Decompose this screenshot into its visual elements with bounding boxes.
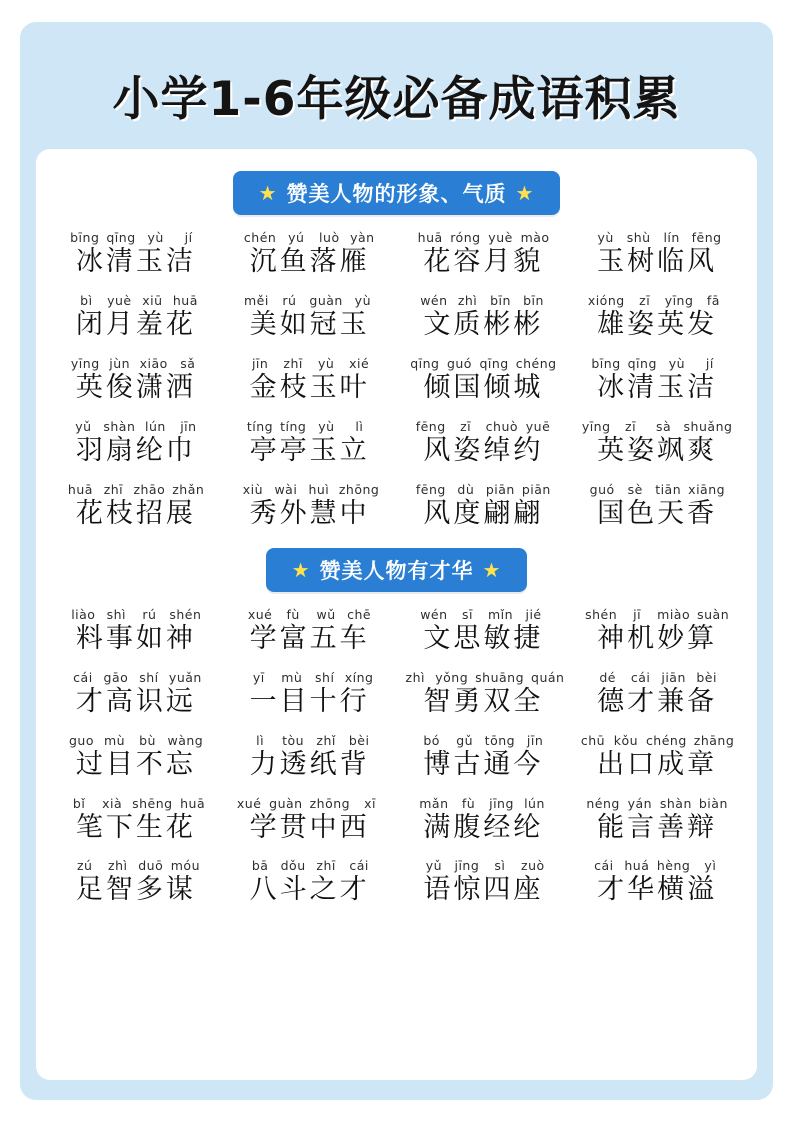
pinyin-syllable: guàn	[309, 292, 343, 308]
pinyin-syllable: tíng	[280, 418, 307, 434]
pinyin-syllable: jīng	[489, 795, 514, 811]
idiom-cell	[50, 853, 222, 912]
content-card	[36, 149, 757, 1080]
pinyin-syllable: jīn	[251, 355, 269, 371]
pinyin-syllable: gāo	[103, 669, 129, 685]
idiom-text: 风度翩翩	[423, 497, 544, 529]
pinyin-syllable: jīn	[526, 732, 544, 748]
pinyin-syllable: chuò	[485, 418, 519, 434]
pinyin-row	[226, 230, 394, 245]
section-spacer	[50, 536, 743, 542]
idiom-text: 英俊潇洒	[75, 371, 196, 403]
pinyin-syllable: tòu	[282, 732, 305, 748]
pinyin-syllable: bīn	[523, 292, 544, 308]
pinyin-row	[226, 419, 394, 434]
pinyin-syllable: yuè	[107, 292, 132, 308]
pinyin-syllable: yù	[318, 418, 335, 434]
pinyin-row	[400, 293, 568, 308]
pinyin-syllable: huā	[417, 230, 443, 245]
pinyin-row	[52, 293, 220, 308]
pinyin-syllable: chē	[347, 606, 372, 622]
idiom-cell	[224, 853, 396, 912]
star-icon: ★	[258, 181, 278, 205]
pinyin-syllable: jī	[633, 606, 642, 622]
pinyin-syllable: zhì	[108, 858, 128, 874]
idiom-cell	[398, 602, 570, 661]
pinyin-syllable: lì	[355, 418, 364, 434]
idiom-cell	[224, 225, 396, 284]
pinyin-row	[400, 858, 568, 873]
pinyin-syllable: xué	[247, 606, 273, 622]
idiom-text: 过目不忘	[75, 748, 196, 780]
pinyin-syllable: cái	[349, 858, 369, 874]
pinyin-syllable: sǎ	[180, 355, 196, 371]
idiom-text: 美如冠玉	[249, 308, 370, 340]
pinyin-syllable: yīng	[581, 418, 611, 434]
pinyin-syllable: zī	[625, 418, 637, 434]
pinyin-syllable: yuē	[525, 418, 551, 434]
idiom-text: 倾国倾城	[423, 371, 544, 403]
idiom-text: 出口成章	[597, 748, 718, 780]
pinyin-syllable: jùn	[109, 355, 131, 371]
pinyin-syllable: mào	[520, 230, 550, 245]
idiom-text: 亭亭玉立	[249, 434, 370, 466]
pinyin-syllable: yīng	[664, 292, 694, 308]
pinyin-row	[226, 670, 394, 685]
pinyin-syllable: suàn	[697, 606, 730, 622]
idiom-text: 八斗之才	[249, 874, 370, 906]
pinyin-syllable: dé	[599, 669, 616, 685]
idiom-text: 才高识远	[75, 685, 196, 717]
idiom-text: 足智多谋	[75, 874, 196, 906]
idiom-text: 神机妙算	[597, 622, 718, 654]
idiom-text: 智勇双全	[423, 685, 544, 717]
pinyin-syllable: bèi	[696, 669, 717, 685]
pinyin-syllable: lín	[663, 230, 680, 245]
idiom-cell	[398, 728, 570, 787]
pinyin-row	[573, 733, 741, 748]
pinyin-syllable: róng	[450, 230, 481, 245]
pinyin-syllable: wén	[420, 606, 448, 622]
pinyin-syllable: zhāo	[133, 481, 166, 497]
poster-sheet	[20, 22, 773, 1100]
pinyin-syllable: quán	[531, 669, 565, 685]
pinyin-row	[52, 419, 220, 434]
pinyin-syllable: jié	[525, 606, 542, 622]
star-icon: ★	[515, 181, 535, 205]
idiom-cell	[50, 791, 222, 850]
idiom-cell	[398, 288, 570, 347]
pinyin-syllable: shēng	[132, 795, 173, 811]
pinyin-syllable: yī	[252, 669, 265, 685]
pinyin-row	[573, 796, 741, 811]
idiom-cell	[571, 853, 743, 912]
pinyin-row	[573, 356, 741, 371]
pinyin-row	[400, 230, 568, 245]
pinyin-syllable: fēng	[415, 481, 446, 497]
pinyin-syllable: zhǐ	[316, 732, 336, 748]
idiom-cell	[224, 602, 396, 661]
pinyin-syllable: yù	[147, 230, 164, 245]
pinyin-syllable: gǔ	[456, 732, 474, 748]
pinyin-row	[52, 733, 220, 748]
pinyin-syllable: lún	[524, 795, 545, 811]
pinyin-syllable: tōng	[484, 732, 516, 748]
idiom-text: 花枝招展	[75, 497, 196, 529]
pinyin-syllable: zī	[460, 418, 472, 434]
idiom-text: 国色天香	[597, 497, 718, 529]
idiom-cell	[398, 225, 570, 284]
pinyin-row	[573, 670, 741, 685]
pinyin-syllable: zhāng	[693, 732, 735, 748]
pinyin-syllable: dù	[457, 481, 475, 497]
pinyin-syllable: zhǎn	[172, 481, 205, 497]
idiom-text: 学贯中西	[249, 811, 370, 843]
pinyin-syllable: mǐn	[488, 606, 514, 622]
idiom-cell	[50, 602, 222, 661]
pinyin-syllable: xíng	[344, 669, 374, 685]
pinyin-row	[400, 482, 568, 497]
pinyin-syllable: tiān	[655, 481, 682, 497]
pinyin-syllable: huā	[172, 292, 198, 308]
pinyin-syllable: luò	[319, 230, 340, 245]
idiom-cell	[50, 288, 222, 347]
pinyin-row	[400, 796, 568, 811]
idiom-cell	[571, 288, 743, 347]
idiom-cell	[398, 853, 570, 912]
pinyin-row	[226, 607, 394, 622]
section-header-2	[50, 548, 743, 592]
pinyin-syllable: cái	[630, 669, 651, 685]
section-title-pill-1	[233, 171, 561, 215]
section-title-pill-2	[266, 548, 528, 592]
pinyin-syllable: hèng	[656, 858, 691, 874]
pinyin-syllable: chén	[243, 230, 277, 245]
pinyin-syllable: shàn	[659, 795, 692, 811]
pinyin-syllable: qīng	[627, 355, 657, 371]
pinyin-syllable: qīng	[106, 230, 136, 245]
pinyin-row	[226, 293, 394, 308]
idiom-cell	[50, 225, 222, 284]
idiom-cell	[224, 791, 396, 850]
pinyin-syllable: xiū	[142, 292, 163, 308]
pinyin-syllable: yǔ	[425, 858, 443, 874]
idiom-text: 一目十行	[249, 685, 370, 717]
pinyin-syllable: xiāo	[139, 355, 168, 371]
pinyin-syllable: piān	[485, 481, 515, 497]
pinyin-syllable: huā	[180, 795, 206, 811]
pinyin-syllable: tíng	[246, 418, 274, 434]
pinyin-syllable: biàn	[698, 795, 728, 811]
star-icon: ★	[291, 557, 311, 582]
idiom-cell	[398, 414, 570, 473]
pinyin-syllable: zú	[77, 858, 93, 874]
pinyin-syllable: néng	[586, 795, 620, 811]
section-label: 赞美人物的形象、气质	[286, 182, 507, 206]
pinyin-syllable: lì	[256, 732, 265, 748]
pinyin-syllable: rú	[142, 606, 157, 622]
idiom-cell	[50, 414, 222, 473]
pinyin-syllable: wǔ	[316, 606, 336, 622]
pinyin-syllable: bā	[251, 858, 269, 874]
pinyin-syllable: shuāng	[475, 669, 525, 685]
pinyin-row	[52, 356, 220, 371]
pinyin-syllable: fā	[706, 292, 720, 308]
pinyin-syllable: zhì	[457, 292, 478, 308]
idiom-cell	[398, 477, 570, 536]
idiom-text: 语惊四座	[423, 874, 544, 906]
pinyin-syllable: bīng	[591, 355, 621, 371]
pinyin-syllable: jīng	[454, 858, 480, 874]
pinyin-syllable: cái	[73, 669, 93, 685]
idiom-text: 满腹经纶	[423, 811, 544, 843]
pinyin-syllable: guó	[446, 355, 472, 371]
pinyin-syllable: sī	[462, 606, 474, 622]
pinyin-syllable: yuǎn	[168, 669, 202, 685]
idiom-cell	[398, 351, 570, 410]
pinyin-syllable: xióng	[587, 292, 625, 308]
pinyin-syllable: kǒu	[613, 732, 639, 748]
pinyin-syllable: yǔ	[75, 418, 92, 434]
pinyin-row	[573, 607, 741, 622]
pinyin-syllable: zhì	[405, 669, 425, 685]
pinyin-syllable: sà	[655, 418, 672, 434]
pinyin-syllable: mǎn	[419, 795, 449, 811]
idiom-text: 冰清玉洁	[75, 246, 196, 277]
idiom-text: 风姿绰约	[423, 434, 544, 466]
pinyin-row	[573, 858, 741, 873]
pinyin-row	[573, 230, 741, 245]
pinyin-syllable: mù	[103, 732, 126, 748]
idiom-text: 玉树临风	[597, 246, 718, 277]
pinyin-syllable: cái	[594, 858, 614, 874]
pinyin-row	[52, 230, 220, 245]
pinyin-row	[400, 419, 568, 434]
idiom-text: 羽扇纶巾	[75, 434, 196, 466]
pinyin-syllable: chū	[580, 732, 606, 748]
pinyin-syllable: bì	[80, 292, 93, 308]
idiom-text: 冰清玉洁	[597, 371, 718, 403]
pinyin-syllable: guo	[68, 732, 94, 748]
idiom-cell	[224, 351, 396, 410]
pinyin-row	[52, 858, 220, 873]
pinyin-row	[226, 733, 394, 748]
pinyin-syllable: mù	[281, 669, 303, 685]
idiom-text: 闭月羞花	[75, 308, 196, 340]
pinyin-syllable: yì	[704, 858, 717, 874]
idiom-text: 力透纸背	[249, 748, 370, 780]
pinyin-syllable: yù	[317, 355, 335, 371]
pinyin-syllable: yán	[627, 795, 653, 811]
idiom-cell	[50, 477, 222, 536]
pinyin-syllable: xiù	[242, 481, 264, 497]
pinyin-syllable: jí	[705, 355, 714, 371]
idiom-text: 文质彬彬	[423, 308, 544, 340]
idiom-text: 英姿飒爽	[597, 434, 718, 466]
pinyin-syllable: zhī	[316, 858, 336, 874]
idiom-cell	[571, 351, 743, 410]
pinyin-row	[52, 482, 220, 497]
pinyin-syllable: bǐ	[72, 795, 86, 811]
idiom-text: 德才兼备	[597, 685, 718, 717]
pinyin-syllable: sè	[627, 481, 643, 497]
pinyin-syllable: piān	[521, 481, 551, 497]
pinyin-syllable: móu	[170, 858, 200, 874]
pinyin-syllable: yù	[668, 355, 686, 371]
pinyin-row	[52, 670, 220, 685]
pinyin-syllable: jīn	[180, 418, 197, 434]
idiom-cell	[224, 288, 396, 347]
pinyin-syllable: shì	[106, 606, 127, 622]
idiom-text: 才华横溢	[597, 874, 718, 906]
idiom-text: 秀外慧中	[249, 497, 370, 529]
pinyin-syllable: xiāng	[688, 481, 726, 497]
idiom-cell	[571, 791, 743, 850]
pinyin-syllable: xué	[236, 795, 262, 811]
pinyin-syllable: wén	[420, 292, 448, 308]
pinyin-syllable: wài	[274, 481, 298, 497]
idiom-grid-2	[50, 602, 743, 913]
idiom-cell	[50, 665, 222, 724]
star-icon: ★	[482, 557, 502, 582]
pinyin-syllable: bó	[423, 732, 440, 748]
pinyin-row	[400, 670, 568, 685]
pinyin-syllable: shén	[585, 606, 618, 622]
idiom-cell	[398, 665, 570, 724]
idiom-cell	[50, 728, 222, 787]
pinyin-syllable: jiān	[661, 669, 686, 685]
idiom-cell	[571, 665, 743, 724]
pinyin-syllable: zuò	[521, 858, 545, 874]
pinyin-syllable: yù	[597, 230, 614, 245]
pinyin-syllable: měi	[243, 292, 269, 308]
pinyin-syllable: shuǎng	[683, 418, 733, 434]
idiom-cell	[571, 225, 743, 284]
pinyin-syllable: bīng	[70, 230, 100, 245]
pinyin-row	[52, 796, 220, 811]
pinyin-syllable: chéng	[645, 732, 687, 748]
pinyin-syllable: zhī	[103, 481, 124, 497]
pinyin-syllable: shí	[139, 669, 159, 685]
pinyin-syllable: yǒng	[435, 669, 469, 685]
pinyin-syllable: xié	[349, 355, 370, 371]
pinyin-syllable: xià	[102, 795, 123, 811]
pinyin-syllable: wàng	[167, 732, 204, 748]
idiom-cell	[224, 414, 396, 473]
idiom-grid-1	[50, 225, 743, 536]
pinyin-syllable: zhōng	[309, 795, 351, 811]
pinyin-syllable: huì	[308, 481, 330, 497]
pinyin-syllable: liào	[71, 606, 96, 622]
pinyin-syllable: duō	[138, 858, 164, 874]
idiom-cell	[571, 477, 743, 536]
pinyin-syllable: dǒu	[280, 858, 306, 874]
pinyin-syllable: shén	[169, 606, 202, 622]
pinyin-syllable: fēng	[415, 418, 446, 434]
pinyin-syllable: bù	[139, 732, 156, 748]
idiom-cell	[571, 414, 743, 473]
idiom-text: 雄姿英发	[597, 308, 718, 340]
idiom-text: 沉鱼落雁	[249, 246, 370, 277]
idiom-text: 金枝玉叶	[249, 371, 370, 403]
pinyin-syllable: shàn	[103, 418, 136, 434]
section-header-1	[50, 171, 743, 215]
idiom-cell	[571, 602, 743, 661]
pinyin-syllable: shù	[626, 230, 651, 245]
pinyin-row	[226, 858, 394, 873]
idiom-text: 文思敏捷	[423, 622, 544, 654]
pinyin-syllable: yuè	[488, 230, 513, 245]
pinyin-row	[52, 607, 220, 622]
pinyin-syllable: qīng	[479, 355, 509, 371]
idiom-cell	[571, 728, 743, 787]
pinyin-row	[226, 482, 394, 497]
idiom-cell	[224, 477, 396, 536]
pinyin-syllable: sì	[494, 858, 506, 874]
idiom-text: 花容月貌	[423, 246, 544, 277]
page-title: 小学1-6年级必备成语积累	[112, 72, 681, 127]
pinyin-syllable: fù	[286, 606, 300, 622]
pinyin-row	[400, 607, 568, 622]
idiom-cell	[224, 665, 396, 724]
pinyin-syllable: xī	[364, 795, 377, 811]
pinyin-syllable: bèi	[348, 732, 370, 748]
pinyin-syllable: jí	[184, 230, 193, 245]
idiom-cell	[50, 351, 222, 410]
pinyin-row	[226, 796, 394, 811]
pinyin-syllable: yàn	[350, 230, 375, 245]
pinyin-syllable: zī	[639, 292, 651, 308]
idiom-text: 博古通今	[423, 748, 544, 780]
pinyin-row	[400, 733, 568, 748]
pinyin-syllable: guó	[589, 481, 615, 497]
pinyin-syllable: qīng	[410, 355, 440, 371]
idiom-text: 能言善辩	[597, 811, 718, 843]
pinyin-syllable: chéng	[515, 355, 557, 371]
idiom-cell	[224, 728, 396, 787]
pinyin-syllable: huá	[624, 858, 650, 874]
pinyin-syllable: yù	[354, 292, 371, 308]
pinyin-row	[400, 356, 568, 371]
idiom-text: 料事如神	[75, 622, 196, 654]
pinyin-syllable: lún	[144, 418, 166, 434]
idiom-text: 笔下生花	[75, 811, 196, 843]
pinyin-syllable: fù	[461, 795, 476, 811]
pinyin-row	[226, 356, 394, 371]
pinyin-syllable: fēng	[691, 230, 722, 245]
pinyin-syllable: huā	[67, 481, 93, 497]
section-label: 赞美人物有才华	[319, 558, 474, 583]
pinyin-syllable: zhī	[283, 355, 303, 371]
pinyin-syllable: rú	[282, 292, 297, 308]
pinyin-syllable: miào	[657, 606, 691, 622]
pinyin-row	[573, 482, 741, 497]
pinyin-syllable: guàn	[269, 795, 303, 811]
pinyin-syllable: yú	[288, 230, 305, 245]
pinyin-syllable: bīn	[490, 292, 511, 308]
pinyin-syllable: zhōng	[338, 481, 380, 497]
idiom-cell	[398, 791, 570, 850]
pinyin-row	[573, 419, 741, 434]
pinyin-row	[573, 293, 741, 308]
idiom-text: 学富五车	[249, 622, 370, 654]
pinyin-syllable: shí	[315, 669, 335, 685]
pinyin-syllable: yīng	[70, 355, 100, 371]
